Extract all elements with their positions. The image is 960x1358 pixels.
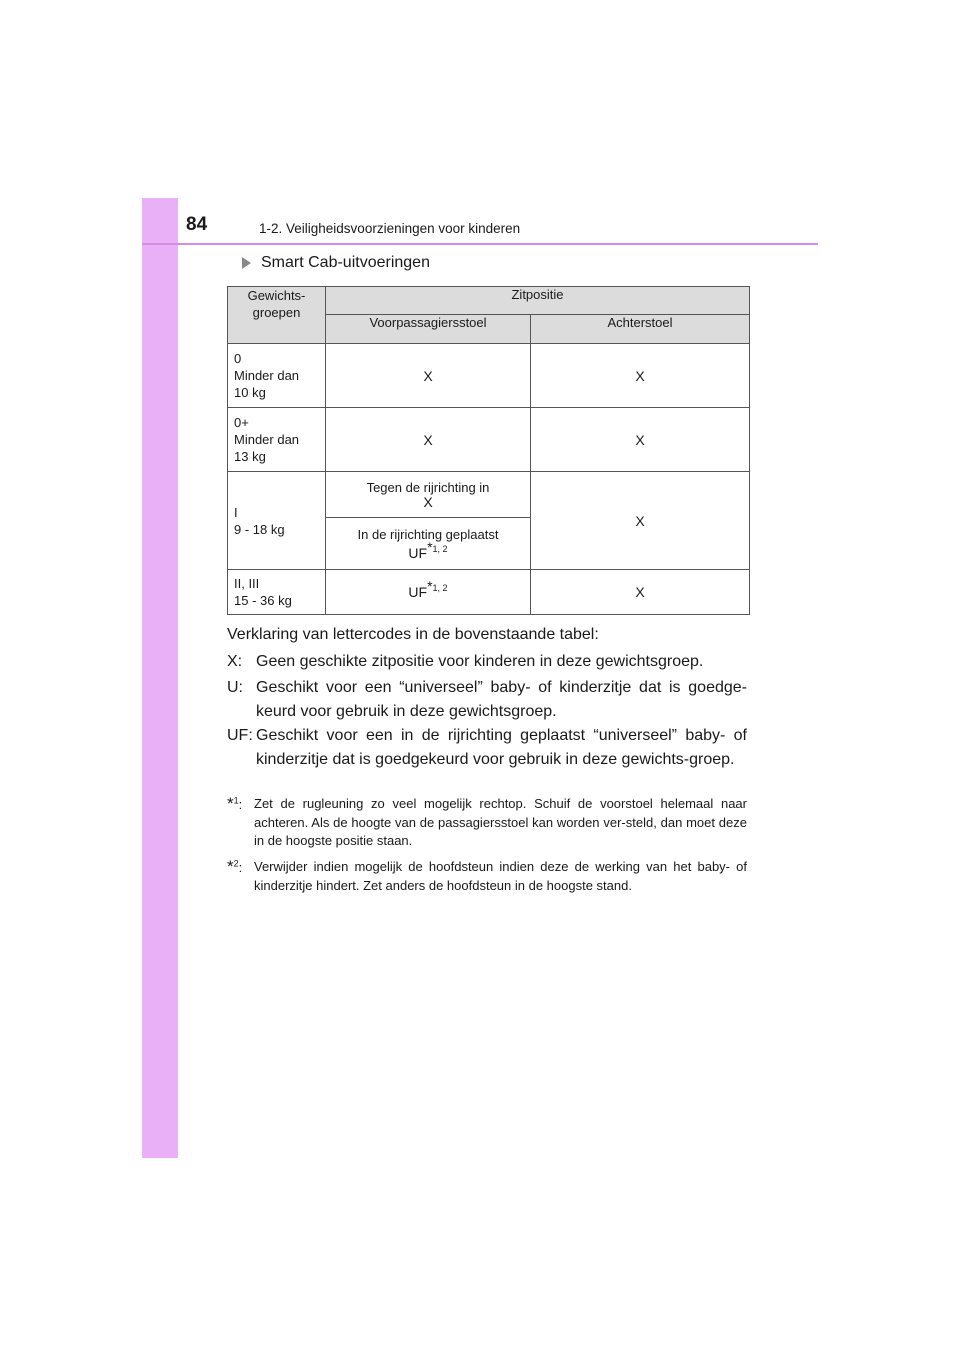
- page-number: 84: [186, 214, 208, 235]
- weight-group-cell: 0+ Minder dan 13 kg: [228, 408, 326, 472]
- footnote-text: Verwijder indien mogelijk de hoofdsteun indien deze de werking van het baby- of kinderzitje hindert. Zet anders de hoofdsteun in de hoogste stand.: [254, 859, 747, 893]
- front-seat-cell: X: [326, 408, 531, 472]
- table-row: [228, 570, 750, 615]
- front-seat-forward-facing-cell: [326, 518, 531, 570]
- header-rear-seat: Achterstoel: [531, 315, 750, 344]
- legend-intro: Verklaring van lettercodes in de bovenstaande tabel:: [227, 626, 599, 643]
- rear-seat-cell: X: [531, 570, 750, 615]
- front-seat-cell: UF$^{*1, 2}$: [326, 570, 531, 615]
- legend-item-u: [227, 676, 747, 723]
- rear-facing-value: X: [423, 493, 433, 510]
- footnote-marker: *$^2$:: [227, 857, 243, 876]
- section-title: 1-2. Veiligheidsvoorzieningen voor kinderen: [259, 221, 521, 236]
- header-divider: [142, 243, 818, 245]
- forward-facing-value: UF$^{*1, 2}$: [408, 538, 448, 561]
- weight-group-cell: I 9 - 18 kg: [228, 472, 326, 570]
- rear-seat-cell: X: [531, 408, 750, 472]
- header-front-passenger-seat: Voorpassagiersstoel: [326, 315, 531, 344]
- forward-facing-label: In de rijrichting geplaatst: [357, 526, 499, 542]
- legend-item-x: [227, 650, 747, 674]
- sub-heading-text: Smart Cab-uitvoeringen: [261, 254, 430, 271]
- footnote-1: [227, 795, 747, 851]
- rear-seat-cell: X: [531, 344, 750, 408]
- rear-facing-label: Tegen de rijrichting in: [366, 479, 490, 495]
- table-row: [228, 408, 750, 472]
- header-weight-group: Gewichts- groepen: [228, 287, 326, 344]
- header-seat-position: Zitpositie: [326, 287, 750, 315]
- legend-text: Geen geschikte zitpositie voor kinderen in deze gewichtsgroep.: [256, 653, 704, 670]
- table-row: [228, 472, 750, 518]
- front-seat-rear-facing-cell: [326, 472, 531, 518]
- triangle-bullet-icon: [242, 257, 251, 269]
- legend-key: UF:: [227, 727, 253, 744]
- table-row: [228, 344, 750, 408]
- section-tab-bar: [142, 198, 178, 1158]
- footnote-marker: *$^1$:: [227, 794, 243, 813]
- footnote-2: [227, 858, 747, 895]
- weight-group-cell: II, III 15 - 36 kg: [228, 570, 326, 615]
- legend-key: U:: [227, 679, 243, 696]
- footnote-text: Zet de rugleuning zo veel mogelijk rechtop. Schuif de voorstoel helemaal naar achteren. Als de hoogte van de passagiersstoel kan worden ver-steld, dan moet deze in de hoogste positie staan.: [254, 796, 747, 848]
- legend-item-uf: [227, 724, 747, 771]
- seat-position-table: [227, 286, 750, 615]
- legend-text: Geschikt voor een in de rijrichting geplaatst “universeel” baby- of kinderzitje dat is goedgekeurd voor gebruik in deze gewichts-groep.: [256, 727, 747, 768]
- rear-seat-cell: X: [531, 472, 750, 570]
- legend-text: Geschikt voor een “universeel” baby- of kinderzitje dat is goedge-keurd voor gebruik in deze gewichtsgroep.: [256, 679, 747, 720]
- front-seat-cell: X: [326, 344, 531, 408]
- weight-group-cell: 0 Minder dan 10 kg: [228, 344, 326, 408]
- legend-key: X:: [227, 653, 243, 670]
- sub-heading: [240, 254, 430, 272]
